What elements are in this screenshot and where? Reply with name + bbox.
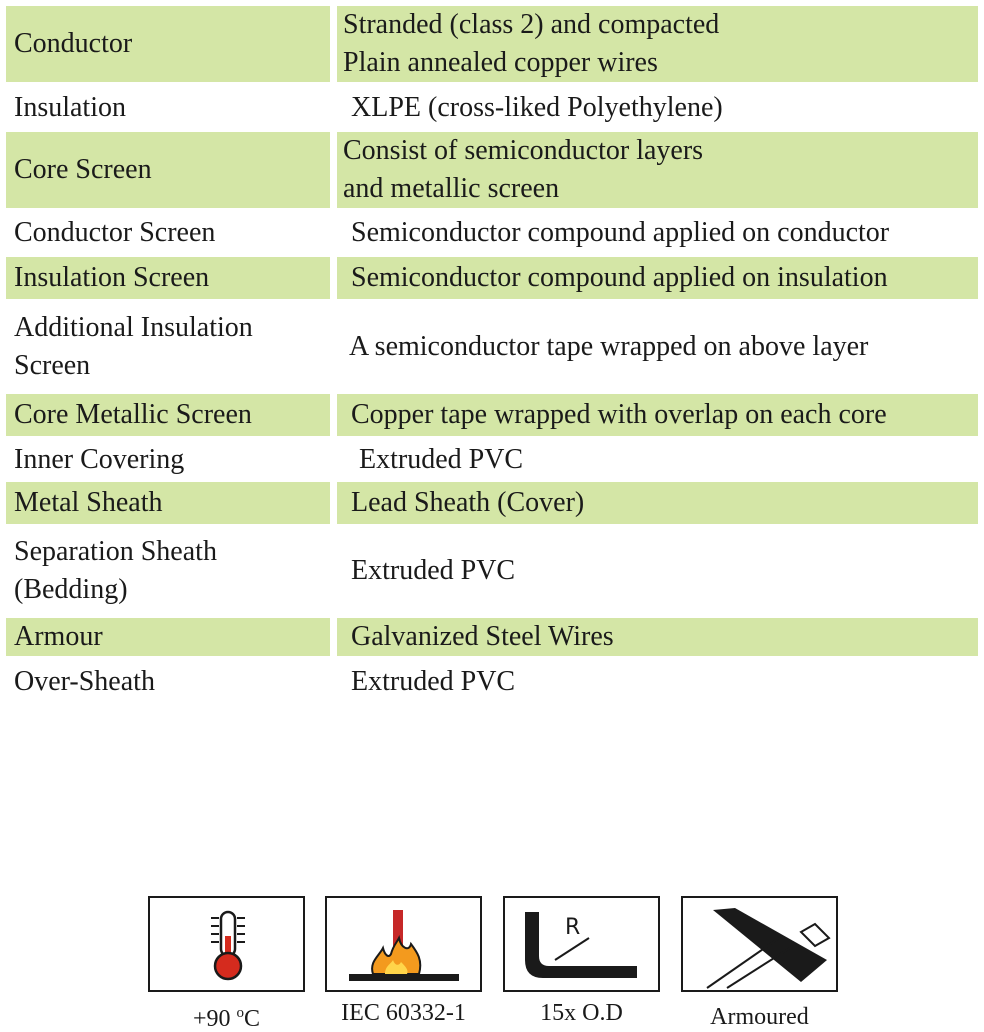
component-description-line: Extruded PVC <box>351 666 516 697</box>
bending-radius-icon <box>505 898 658 990</box>
component-label-line: Over-Sheath <box>14 666 155 697</box>
table-row <box>6 528 978 614</box>
table-row <box>6 257 978 299</box>
temperature-box <box>148 896 305 992</box>
component-label-line: Screen <box>14 350 91 381</box>
component-label-line: Core Screen <box>14 154 152 185</box>
armour-box <box>681 896 838 992</box>
table-row <box>6 394 978 436</box>
component-description <box>337 618 978 656</box>
component-description <box>337 660 978 704</box>
flame-retardant-icon <box>327 898 480 990</box>
cable-properties-icons <box>148 896 838 1032</box>
table-row <box>6 212 978 254</box>
component-label <box>6 482 330 524</box>
component-description <box>337 257 978 299</box>
component-description <box>337 394 978 436</box>
component-label-line: Metal Sheath <box>14 487 163 518</box>
table-row <box>6 440 978 480</box>
component-description <box>337 212 978 254</box>
component-description-line: Extruded PVC <box>351 555 516 586</box>
table-row <box>6 618 978 656</box>
component-label <box>6 86 330 130</box>
component-description <box>337 482 978 524</box>
component-label-line: Insulation <box>14 92 126 123</box>
table-row <box>6 132 978 208</box>
component-description <box>337 6 978 82</box>
thermometer-icon <box>150 898 303 990</box>
component-description <box>337 440 978 480</box>
bending-caption: 15x O.D <box>540 1000 623 1026</box>
component-description-line: Stranded (class 2) and compacted <box>343 9 720 40</box>
component-label <box>6 6 330 82</box>
armoured-cable-icon <box>683 898 836 990</box>
component-description <box>337 303 978 391</box>
component-label-line: Additional Insulation <box>14 312 253 343</box>
table-row <box>6 6 978 82</box>
component-label-line: Conductor Screen <box>14 217 216 248</box>
component-label <box>6 440 330 480</box>
component-label <box>6 660 330 704</box>
component-label <box>6 303 330 391</box>
component-label <box>6 394 330 436</box>
component-description <box>337 86 978 130</box>
component-description-line: XLPE (cross-liked Polyethylene) <box>351 92 723 123</box>
component-label-line: Insulation Screen <box>14 262 210 293</box>
component-description-line: Consist of semiconductor layers <box>343 135 704 166</box>
component-description-line: Plain annealed copper wires <box>343 47 658 78</box>
component-description-line: Semiconductor compound applied on insulation <box>351 262 888 293</box>
table-row <box>6 86 978 130</box>
component-label <box>6 618 330 656</box>
table-row <box>6 482 978 524</box>
armour-caption: Armoured <box>710 1004 809 1030</box>
component-description-line: Extruded PVC <box>359 444 524 475</box>
component-description <box>337 132 978 208</box>
component-label-line: Conductor <box>14 28 133 59</box>
component-label <box>6 212 330 254</box>
component-label-line: Core Metallic Screen <box>14 399 252 430</box>
component-label-line: Armour <box>14 621 103 652</box>
component-description-line: Lead Sheath (Cover) <box>351 487 585 518</box>
component-description-line: A semiconductor tape wrapped on above layer <box>349 331 869 362</box>
component-description-line: Galvanized Steel Wires <box>351 621 614 652</box>
table-row <box>6 660 978 704</box>
component-description-line: and metallic screen <box>343 173 560 204</box>
component-label <box>6 528 330 614</box>
component-label-line: Inner Covering <box>14 444 185 475</box>
table-row <box>6 303 978 391</box>
flame-box <box>325 896 482 992</box>
component-description-line: Semiconductor compound applied on conductor <box>351 217 890 248</box>
flame-caption: IEC 60332-1 <box>341 1000 466 1026</box>
component-label-line: (Bedding) <box>14 574 128 605</box>
bending-box <box>503 896 660 992</box>
component-label <box>6 132 330 208</box>
component-description-line: Copper tape wrapped with overlap on each core <box>351 399 887 430</box>
component-description <box>337 528 978 614</box>
component-label <box>6 257 330 299</box>
radius-label: R <box>565 915 581 940</box>
component-label-line: Separation Sheath <box>14 536 217 567</box>
temperature-caption: +90 $^o$C <box>192 1005 261 1032</box>
